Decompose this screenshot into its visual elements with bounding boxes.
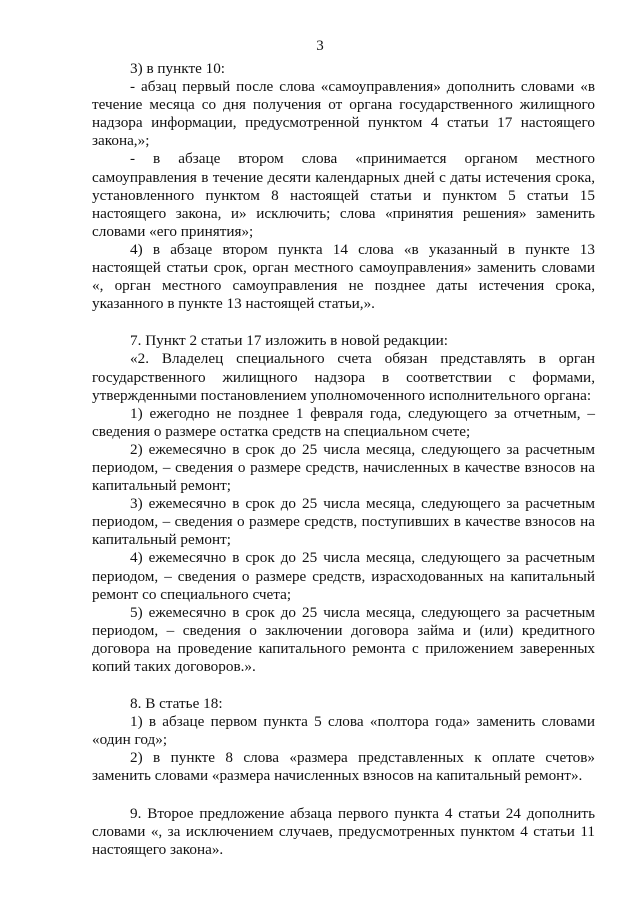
page-number: 3 — [316, 38, 324, 54]
paragraph: 2) в пункте 8 слова «размера представленных к оплате счетов» заменить словами «размера начисленных взносов на капитальный ремонт». — [92, 749, 595, 785]
paragraph: 2) ежемесячно в срок до 25 числа месяца, следующего за расчетным периодом, – сведения о размере средств, начисленных в качестве взносов на капитальный ремонт; — [92, 440, 595, 495]
document-body — [92, 60, 595, 859]
paragraph: 8. В статье 18: — [130, 695, 223, 713]
paragraph-gap — [92, 676, 595, 695]
paragraph: 5) ежемесячно в срок до 25 числа месяца, следующего за расчетным периодом, – сведения о заключении договора займа и (или) кредитного договора на проведение капитального ремонта с приложением заверенных копий таких договоров.». — [92, 603, 595, 675]
paragraph: 1) ежегодно не позднее 1 февраля года, следующего за отчетным, – сведения о размере остатка средств на специальном счете; — [92, 404, 595, 440]
paragraph: 3) ежемесячно в срок до 25 числа месяца, следующего за расчетным периодом, – сведения о размере средств, поступивших в качестве взносов на капитальный ремонт; — [92, 495, 595, 549]
paragraph-gap — [92, 786, 595, 805]
paragraph: 9. Второе предложение абзаца первого пункта 4 статьи 24 дополнить словами «, за исключением случаев, предусмотренных пунктом 4 статьи 11 настоящего закона». — [92, 804, 595, 858]
paragraph: 4) ежемесячно в срок до 25 числа месяца, следующего за расчетным периодом, – сведения о размере средств, израсходованных на капитальный ремонт со специального счета; — [92, 549, 595, 603]
paragraph: «2. Владелец специального счета обязан представлять в орган государственного жилищного надзора в соответствии с формами, утвержденными постановлением уполномоченного исполнительного органа: — [92, 350, 595, 404]
paragraph: 1) в абзаце первом пункта 5 слова «полтора года» заменить словами «один год»; — [92, 713, 595, 749]
paragraph: 4) в абзаце втором пункта 14 слова «в указанный в пункте 13 настоящей статьи срок, орган местного самоуправления» заменить словами «, орган местного самоуправления не позднее даты истечения срока, указанного в пункте 13 настоящей статьи,». — [92, 240, 595, 313]
paragraph: 7. Пункт 2 статьи 17 изложить в новой редакции: — [130, 332, 449, 350]
paragraph: - в абзаце втором слова «принимается органом местного самоуправления в течение десяти календарных дней с даты истечения срока, установленного пунктом 8 настоящей статьи и пунктом 5 статьи 15 настоящего закона, и» исключить; слова «принятия решения» заменить словами «его принятия»; — [92, 150, 595, 240]
paragraph: 3) в пункте 10: — [130, 60, 226, 77]
paragraph-gap — [92, 313, 595, 332]
paragraph: - абзац первый после слова «самоуправления» дополнить словами «в течение месяца со дня получения от органа государственного жилищного надзора информации, предусмотренной пунктом 4 статьи 17 настоящего закона,»; — [92, 78, 595, 150]
